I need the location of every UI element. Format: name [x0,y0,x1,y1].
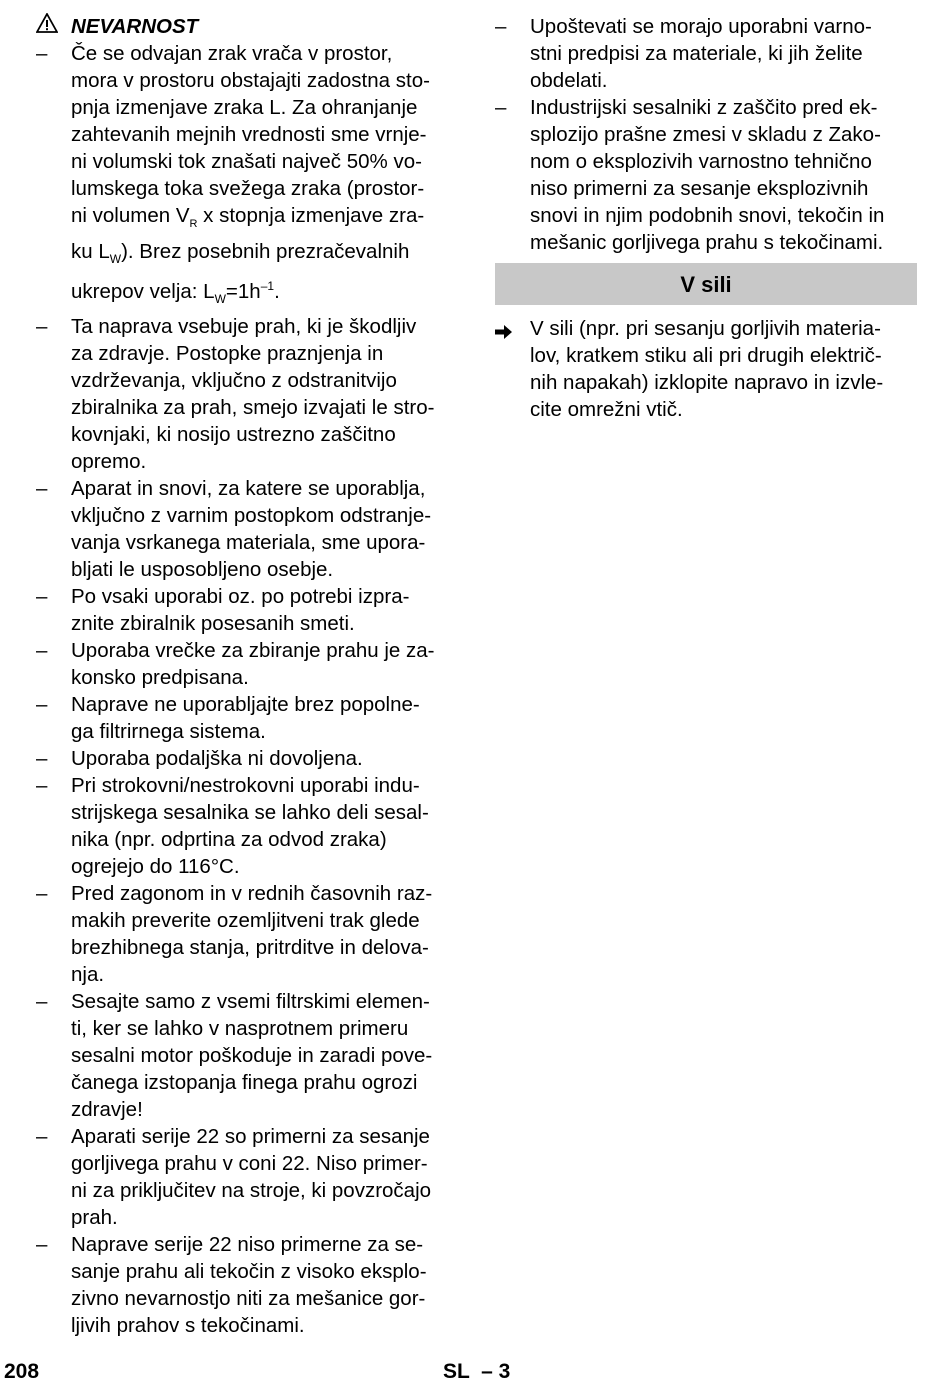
dash-marker: – [36,477,48,501]
left-column [36,13,466,1339]
list-item [36,1231,466,1339]
item-text: Naprave ne uporabljajte brez popolne- ga filtrirnega sistema. [71,693,420,744]
item-text: Ta naprava vsebuje prah, ki je škodljiv za zdravje. Postopke praznjenja in vzdrževanja, vključno z odstranitvijo zbiralnika za prah, smejo izvajati le stro- kovnjaki, ki nosijo ustrezno zaščitno opremo. [71,315,435,474]
list-item [36,691,466,745]
item-text: Aparati serije 22 so primerni za sesanje gorljivega prahu v coni 22. Niso primer- ni za priključitev na stroje, ki povzročajo prah. [71,1125,432,1230]
item-text: Uporaba podaljška ni dovoljena. [71,747,363,771]
list-item [36,475,466,583]
language-page-label: SL – 3 [443,1360,511,1383]
item-text: Pri strokovni/nestrokovni uporabi indu- strijskega sesalnika se lahko deli sesal- nika (npr. odprtina za odvod zraka) ogrejejo do 116°C. [71,774,429,879]
warning-heading [36,13,466,40]
item-text: Uporaba vrečke za zbiranje prahu je za- konsko predpisana. [71,639,435,690]
item-text: Sesajte samo z vsemi filtrskimi elemen- ti, ker se lahko v nasprotnem primeru sesalni motor poškoduje in zaradi pove- čanega izstopanja finega prahu ogrozi zdravje! [71,990,433,1122]
list-item [36,313,466,475]
item-text: Industrijski sesalniki z zaščito pred ek- splozijo prašne zmesi v skladu z Zako- nom o eksplozivih varnostno tehnično niso primerni za sesanje eksplozivnih snovi in njim podobnih snovi, tekočin in mešanic gorljivega prahu s tekočinami. [530,96,885,254]
arrow-right-icon [495,315,530,347]
list-item [36,880,466,988]
dash-marker: – [36,693,48,717]
list-item [36,637,466,691]
warning-triangle-icon [36,13,71,40]
section-heading-emergency: V sili [495,263,917,305]
page-number: 208 [4,1360,40,1383]
item-text: Pred zagonom in v rednih časovnih raz- makih preverite ozemljitveni trak glede brezhibnega stanja, pritrditve in delova- nja. [71,882,433,987]
item-text: Če se odvajan zrak vrača v prostor, mora v prostoru obstajajti zadostna sto- pnja izmenjave zraka L. Za ohranjanje zahtevanih mejnih vrednosti sme vrnje- ni volumski tok znašati največ 50% vo- lumskega toka svežega zraka (prostor- ni volumen $V_R$ x stopnja izmenjave zra- ku $L_W$). Brez posebnih prezračevalnih ukrepov velja: $L_W=1h^{-1}$. [71,42,430,307]
dash-marker: – [36,315,48,339]
dash-marker: – [36,882,48,906]
dash-marker: – [36,990,48,1014]
dash-marker: – [36,1125,48,1149]
dash-marker: – [36,1233,48,1257]
emergency-instruction [495,315,917,423]
list-item [495,13,917,94]
dash-marker: – [495,96,507,119]
list-item [36,988,466,1123]
item-text: Upoštevati se morajo uporabni varno- stni predpisi za materiale, ki jih želite obdelati. [530,15,872,92]
warning-title: NEVARNOST [71,15,199,38]
list-item [36,583,466,637]
dash-marker: – [36,774,48,798]
right-column [495,13,917,423]
dash-marker: – [36,747,48,771]
list-item [36,40,466,313]
item-text: Aparat in snovi, za katere se uporablja, vključno z varnim postopkom odstranje- vanja vsrkanega materiala, sme upora- bljati le usposobljeno osebje. [71,477,432,582]
item-text: Naprave serije 22 niso primerne za se- sanje prahu ali tekočin z visoko eksplo- zivno nevarnostjo niti za mešanice gor- ljivih prahov s tekočinami. [71,1233,427,1338]
list-item [495,94,917,256]
list-item [36,745,466,772]
list-item [36,772,466,880]
dash-marker: – [36,639,48,663]
emergency-text: V sili (npr. pri sesanju gorljivih materia- lov, kratkem stiku ali pri drugih električ- nih napakah) izklopite napravo in izvle- cite omrežni vtič. [530,317,884,421]
item-text: Po vsaki uporabi oz. po potrebi izpra- znite zbiralnik posesanih smeti. [71,585,410,636]
list-item [36,1123,466,1231]
dash-marker: – [36,585,48,609]
dash-marker: – [495,15,507,38]
dash-marker: – [36,42,48,65]
